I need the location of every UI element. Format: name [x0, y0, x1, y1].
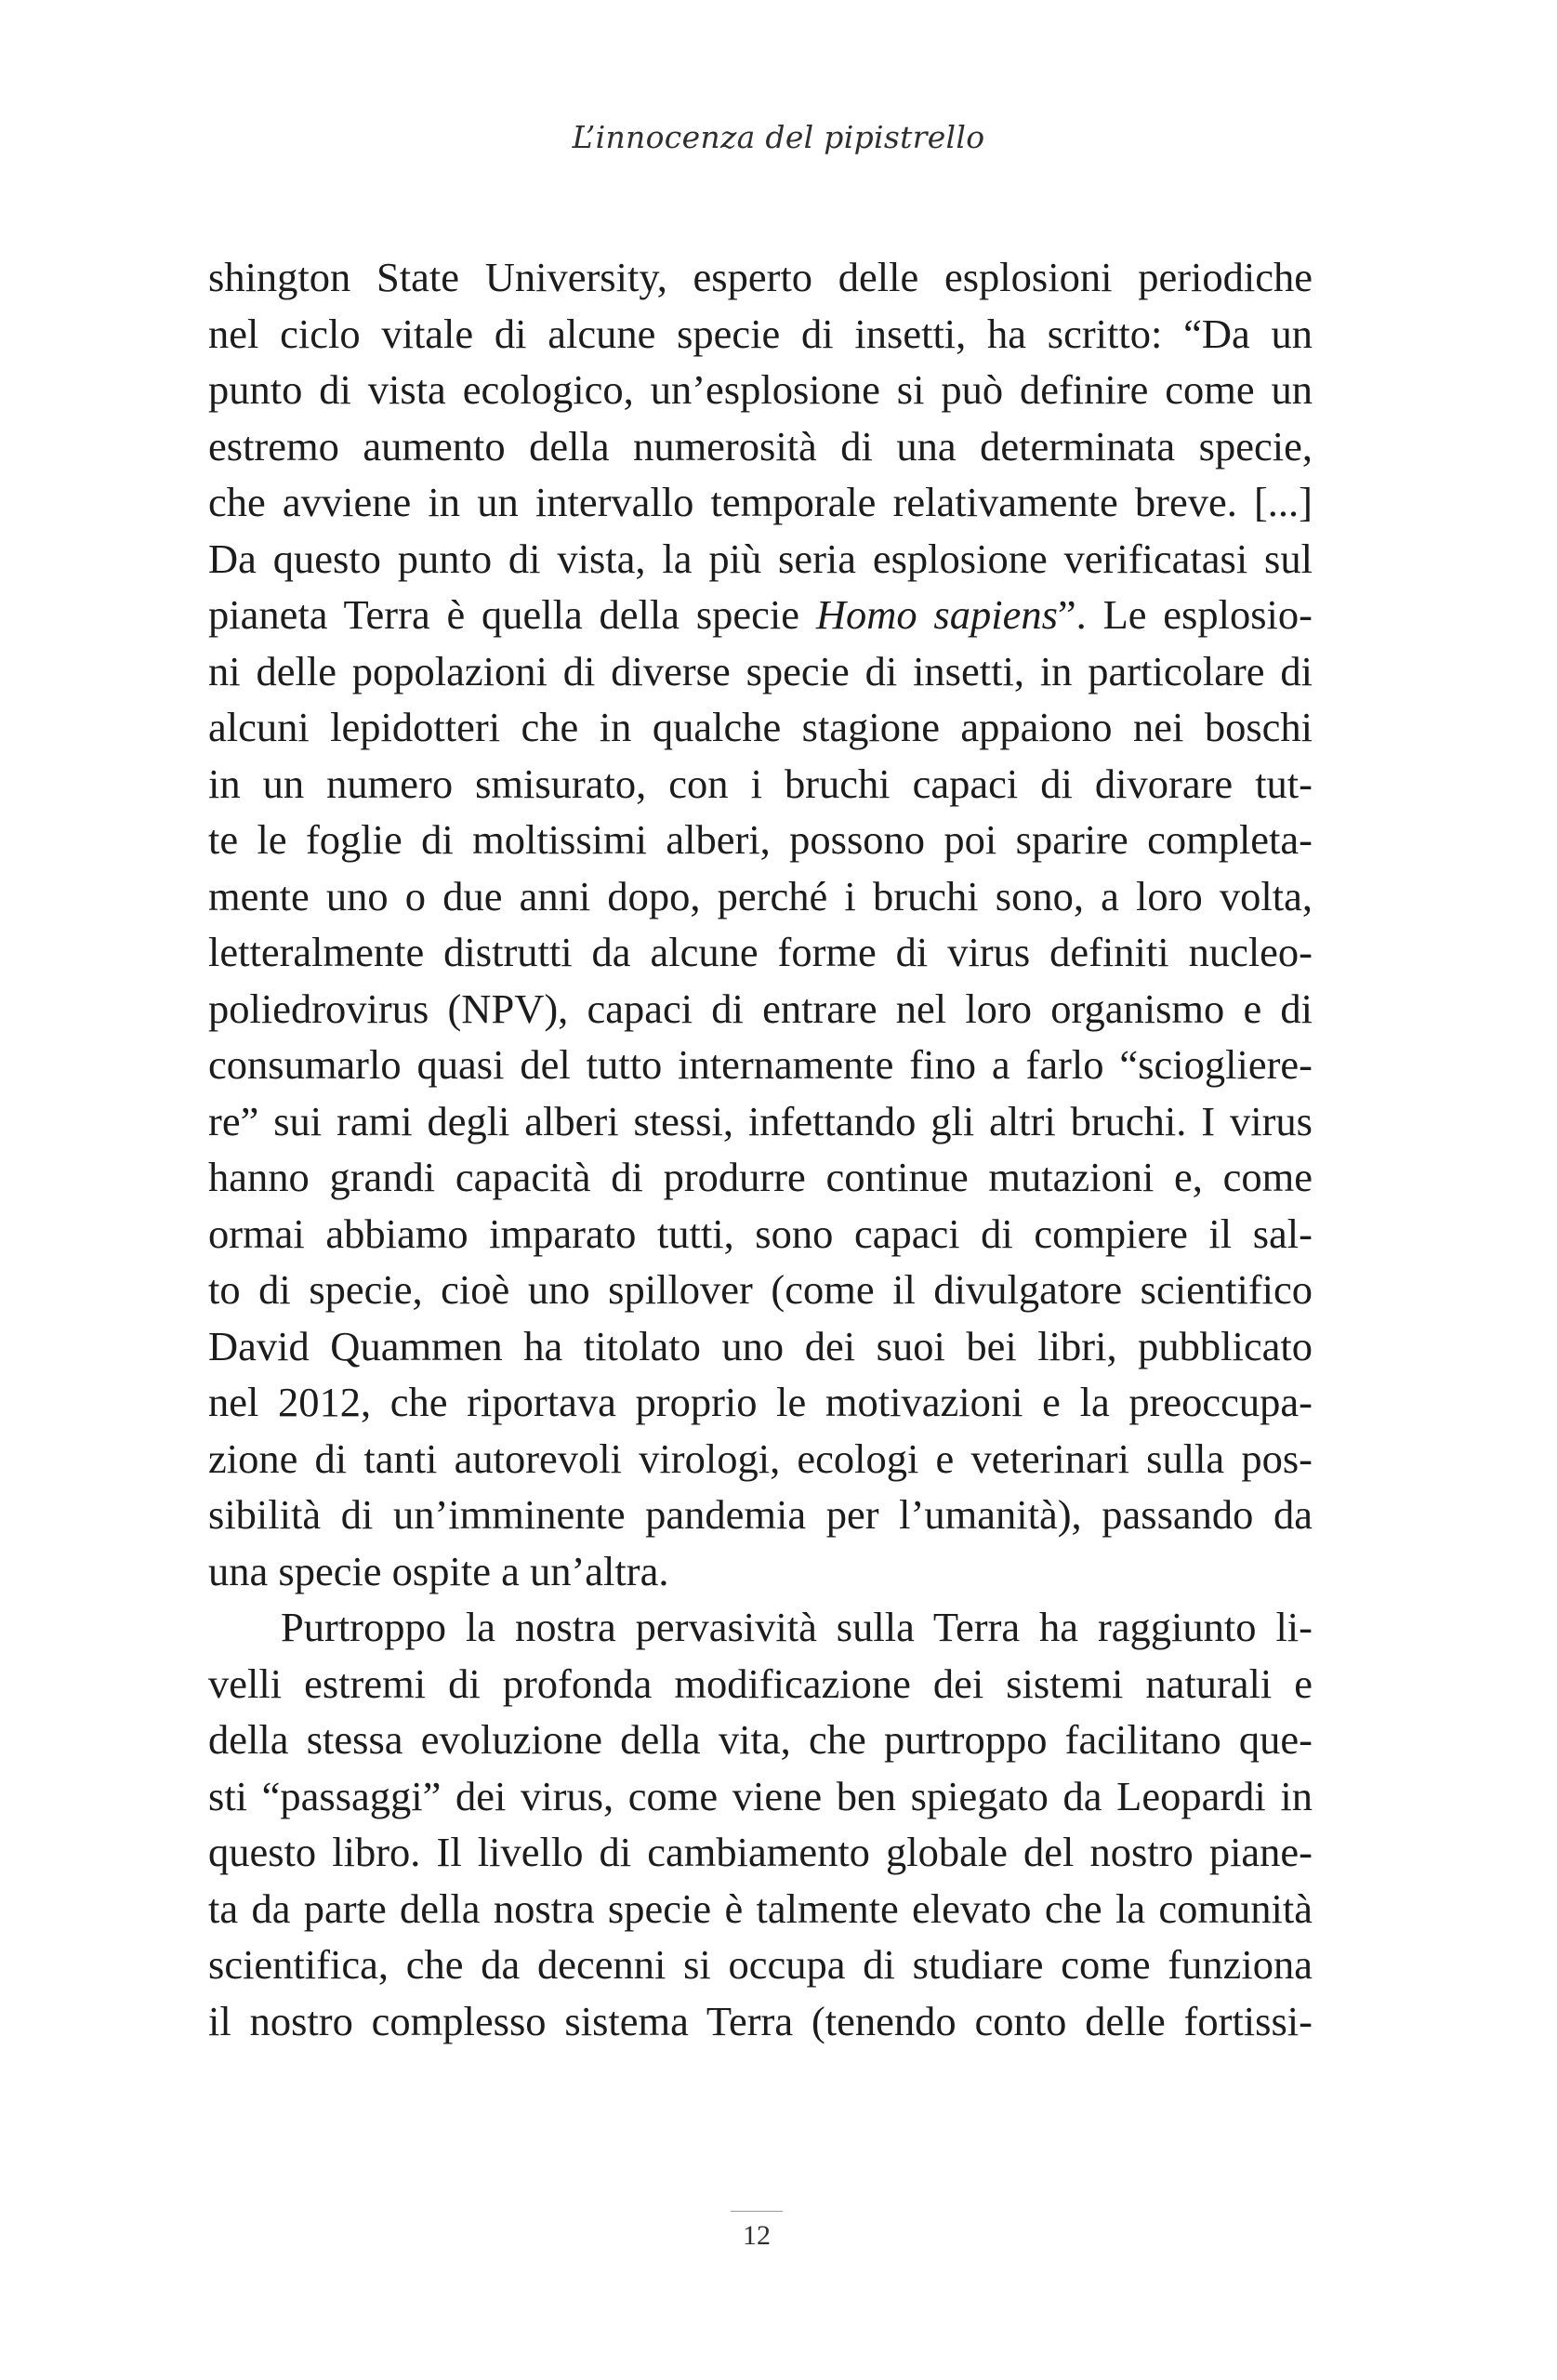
text-line: nel 2012, che riportava proprio le motivazioni e la preoccupa-: [208, 1379, 1313, 1425]
text-line: in un numero smisurato, con i bruchi capaci di divorare tut-: [208, 760, 1313, 807]
text-line: punto di vista ecologico, un’esplosione si può definire come un: [208, 366, 1313, 413]
text-line: re” sui rami degli alberi stessi, infettando gli altri bruchi. I virus: [208, 1097, 1313, 1144]
text-segment: pianeta Terra è quella della specie: [208, 591, 816, 638]
page-number: 12: [743, 2220, 771, 2251]
text-line: David Quammen ha titolato uno dei suoi bei libri, pubblicato: [208, 1322, 1313, 1369]
text-line: sibilità di un’imminente pandemia per l’umanità), passando da: [208, 1491, 1313, 1538]
text-line: scientifica, che da decenni si occupa di studiare come funziona: [208, 1941, 1313, 1988]
text-line: alcuni lepidotteri che in qualche stagione appaiono nei boschi: [208, 704, 1313, 750]
text-line: to di specie, cioè uno spillover (come il divulgatore scientifico: [208, 1266, 1313, 1313]
body-text: [208, 249, 1313, 2049]
paragraph-first-line: Purtroppo la nostra pervasività sulla Terra ha raggiunto li-: [281, 1604, 1313, 1650]
text-line: hanno grandi capacità di produrre continue mutazioni e, come: [208, 1154, 1313, 1200]
text-line: ta da parte della nostra specie è talmente elevato che la comunità: [208, 1884, 1313, 1932]
text-line: della stessa evoluzione della vita, che purtroppo facilitano que-: [208, 1716, 1313, 1763]
text-line: il nostro complesso sistema Terra (tenendo conto delle fortissi-: [208, 1997, 1313, 2044]
text-line: [208, 587, 1313, 643]
text-line: velli estremi di profonda modificazione dei sistemi naturali e: [208, 1659, 1313, 1707]
italic-species-name: Homo sapiens: [815, 591, 1058, 638]
text-line: te le foglie di moltissimi alberi, possono poi sparire completa-: [208, 816, 1313, 863]
text-line: ni delle popolazioni di diverse specie di insetti, in particolare di: [208, 647, 1313, 694]
text-line: mente uno o due anni dopo, perché i bruchi sono, a loro volta,: [208, 872, 1313, 919]
text-segment: ”. Le esplosio-: [1057, 591, 1313, 638]
text-line: letteralmente distrutti da alcune forme di virus definiti nucleo-: [208, 929, 1313, 975]
folio-rule: [731, 2211, 783, 2212]
text-line: ormai abbiamo imparato tutti, sono capaci di compiere il sal-: [208, 1210, 1313, 1257]
text-line: questo libro. Il livello di cambiamento globale del nostro piane-: [208, 1829, 1313, 1875]
text-line: zione di tanti autorevoli virologi, ecologi e veterinari sulla pos-: [208, 1435, 1313, 1482]
text-line: Da questo punto di vista, la più seria esplosione verificatasi sul: [208, 535, 1313, 582]
running-header: L’innocenza del pipistrello: [572, 119, 985, 155]
text-line: estremo aumento della numerosità di una determinata specie,: [208, 422, 1313, 469]
text-line: shington State University, esperto delle esplosioni periodiche: [208, 254, 1313, 300]
text-line: sti “passaggi” dei virus, come viene ben spiegato da Leopardi in: [208, 1772, 1313, 1819]
text-line: che avviene in un intervallo temporale relativamente breve. [...]: [208, 479, 1313, 525]
text-line: poliedrovirus (NPV), capaci di entrare nel loro organismo e di: [208, 985, 1313, 1032]
text-line: nel ciclo vitale di alcune specie di insetti, ha scritto: “Da un: [208, 310, 1313, 357]
text-line: una specie ospite a un’altra.: [208, 1547, 669, 1594]
text-line: consumarlo quasi del tutto internamente fino a farlo “sciogliere-: [208, 1041, 1313, 1088]
